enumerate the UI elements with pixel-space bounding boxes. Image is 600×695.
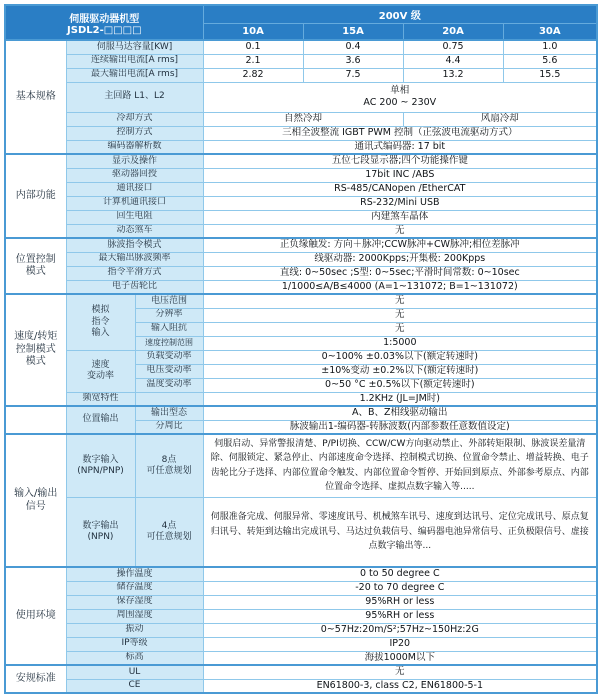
category-position-output-empty	[5, 406, 66, 434]
group-label-speed-variation	[66, 350, 135, 392]
row-label-max-current: 最大输出电流[A rms]	[66, 68, 203, 82]
value-max-pulse-freq: 线驱动器: 2000Kpps;开集极: 200Kpps	[203, 252, 597, 266]
value-smoothing: 直线: 0~50sec ;S型: 0~5sec;平滑时间常数: 0~10sec	[203, 266, 597, 280]
value-encoder: 通讯式编码器: 17 bit	[203, 140, 597, 154]
group-label-position-output: 位置输出	[66, 406, 135, 434]
row-label-voltage-range: 电压范围	[135, 294, 203, 308]
model-column-30A: 30A	[503, 23, 597, 40]
value-cooling-fan: 风扇冷却	[403, 112, 597, 126]
variation-label-line1: 速度	[91, 359, 110, 370]
value-capacity-20A: 0.75	[403, 40, 503, 54]
value-temp-variation: 0~50 °C ±0.5%以下(额定转速时)	[203, 378, 597, 392]
model-column-10A: 10A	[203, 23, 303, 40]
category-internal: 内部功能	[5, 154, 66, 238]
value-ip-rating: IP20	[203, 637, 597, 651]
value-capacity-15A: 0.4	[303, 40, 403, 54]
row-label-load-variation: 负载变动率	[135, 350, 203, 364]
digital-output-points-line1: 4点	[161, 520, 177, 531]
value-ce: EN61800-3, class C2, EN61800-5-1	[203, 679, 597, 693]
value-gear-ratio: 1/1000≤A/B≤4000 (A=1~131072; B=1~131072)	[203, 280, 597, 294]
category-io-signal	[5, 434, 66, 567]
value-input-impedance: 无	[203, 322, 597, 336]
category-position-line1: 位置控制	[15, 253, 56, 265]
row-label-gear-ratio: 电子齿轮比	[66, 280, 203, 294]
category-safety: 安规标准	[5, 665, 66, 693]
row-label-ip-rating: IP等级	[66, 637, 203, 651]
main-circuit-line1: 单相	[390, 85, 410, 97]
digital-input-points-line1: 8点	[161, 454, 177, 465]
category-environment: 使用环境	[5, 567, 66, 665]
value-cont-current-30A: 5.6	[503, 54, 597, 68]
value-altitude: 海拔1000M以下	[203, 651, 597, 665]
row-label-vibration: 振动	[66, 623, 203, 637]
model-header-line2: JSDL2-□□□□	[67, 24, 142, 36]
analog-label-line3: 输入	[91, 327, 110, 338]
model-header-cell	[5, 5, 203, 40]
row-label-speed-range: 速度控制范围	[135, 336, 203, 350]
value-comm-port: RS-485/CANopen /EtherCAT	[203, 182, 597, 196]
digital-output-points-line2: 可任意规划	[146, 531, 192, 542]
digital-output-label-line1: 数字输出	[82, 520, 119, 531]
value-voltage-variation: ±10%变动 ±0.2%以下(额定转速时)	[203, 364, 597, 378]
value-speed-range: 1:5000	[203, 336, 597, 350]
value-cont-current-20A: 4.4	[403, 54, 503, 68]
category-position-mode	[5, 238, 66, 294]
value-load-variation: 0~100% ±0.03%以下(额定转速时)	[203, 350, 597, 364]
row-label-altitude: 标高	[66, 651, 203, 665]
category-speed-line3: 模式	[25, 356, 46, 368]
digital-input-label-line1: 数字输入	[82, 454, 119, 465]
value-ul: 无	[203, 665, 597, 679]
value-max-current-30A: 15.5	[503, 68, 597, 82]
analog-label-line1: 模拟	[91, 305, 110, 316]
row-label-ul: UL	[66, 665, 203, 679]
digital-output-label-line2: (NPN)	[87, 531, 114, 542]
analog-label-line2: 指令	[91, 316, 110, 327]
value-display: 五位七段显示器;四个功能操作键	[203, 154, 597, 168]
value-regen: 内建煞车晶体	[203, 210, 597, 224]
row-label-pulse-mode: 脉波指令模式	[66, 238, 203, 252]
digital-input-points-line2: 可任意规划	[146, 465, 192, 476]
row-label-max-pulse-freq: 最大输出脉波频率	[66, 252, 203, 266]
category-basic: 基本规格	[5, 40, 66, 154]
row-label-pc-port: 计算机通讯接口	[66, 196, 203, 210]
category-speed-torque	[5, 294, 66, 406]
row-label-digital-output	[66, 497, 135, 567]
value-dynamic-brake: 无	[203, 224, 597, 238]
value-digital-input-functions: 伺服启动、异常警报清楚、P/PI切换、CCW/CW方向驱动禁止、外部转矩限制、脉波误差量清除、伺服锁定、紧急停止、内部速度命令选择、控制模式切换、位置命令禁止、增益转换、电子齿轮比分子选择、内部位置命令触发、内部位置命令暂停、开始回到原点、外部参考原点、内部位置命令选择、虚拟点数字输入等.....	[203, 434, 597, 497]
value-bandwidth: 1.2KHz (JL=JM时)	[203, 392, 597, 406]
row-label-cont-current: 连续输出电流[A rms]	[66, 54, 203, 68]
row-label-regen: 回生电阻	[66, 210, 203, 224]
value-pc-port: RS-232/Mini USB	[203, 196, 597, 210]
variation-label-line2: 变动率	[86, 371, 114, 381]
value-output-type: A、B、Z相线驱动输出	[203, 406, 597, 420]
value-max-current-15A: 7.5	[303, 68, 403, 82]
value-storage-humidity: 95%RH or less	[203, 595, 597, 609]
category-io-line1: 输入/输出	[14, 488, 58, 500]
row-label-ambient-humidity: 周围湿度	[66, 609, 203, 623]
category-speed-line1: 速度/转矩	[14, 331, 58, 343]
main-circuit-line2: AC 200 ~ 230V	[363, 97, 437, 108]
spec-table	[4, 4, 598, 694]
row-label-display: 显示及操作	[66, 154, 203, 168]
value-digital-output-functions: 伺服准备完成、伺服异常、零速度讯号、机械煞车讯号、速度到达讯号、定位完成讯号、原点复归讯号、转矩到达输出完成讯号、马达过负载信号、编码器电池异常信号、正负极限信号、虚接点数字输出等...	[203, 497, 597, 567]
row-label-dividing-ratio: 分周比	[135, 420, 203, 434]
value-max-current-10A: 2.82	[203, 68, 303, 82]
value-capacity-30A: 1.0	[503, 40, 597, 54]
value-op-temp: 0 to 50 degree C	[203, 567, 597, 581]
row-label-capacity: 伺服马达容量[KW]	[66, 40, 203, 54]
value-storage-temp: -20 to 70 degree C	[203, 581, 597, 595]
row-label-voltage-variation: 电压变动率	[135, 364, 203, 378]
value-ambient-humidity: 95%RH or less	[203, 609, 597, 623]
row-label-bandwidth: 频宽特性	[66, 392, 135, 406]
value-vibration: 0~57Hz:20m/S²;57Hz~150Hz:2G	[203, 623, 597, 637]
value-control-method: 三相全波整流 IGBT PWM 控制（正弦波电流驱动方式）	[203, 126, 597, 140]
digital-output-points	[135, 497, 203, 567]
model-column-20A: 20A	[403, 23, 503, 40]
category-position-line2: 模式	[25, 266, 46, 277]
value-cont-current-10A: 2.1	[203, 54, 303, 68]
value-resolution: 无	[203, 308, 597, 322]
value-feedback: 17bit INC /ABS	[203, 168, 597, 182]
voltage-class-header: 200V 级	[203, 5, 597, 23]
row-label-main-circuit: 主回路 L1、L2	[66, 82, 203, 112]
row-label-control-method: 控制方式	[66, 126, 203, 140]
row-label-dynamic-brake: 动态煞车	[66, 224, 203, 238]
row-label-digital-input	[66, 434, 135, 497]
value-main-circuit	[203, 82, 597, 112]
row-label-cooling: 冷却方式	[66, 112, 203, 126]
value-max-current-20A: 13.2	[403, 68, 503, 82]
bandwidth-spacer-cell	[135, 392, 203, 406]
row-label-input-impedance: 输入阻抗	[135, 322, 203, 336]
row-label-resolution: 分辨率	[135, 308, 203, 322]
row-label-output-type: 输出型态	[135, 406, 203, 420]
group-label-analog-input	[66, 294, 135, 350]
row-label-temp-variation: 温度变动率	[135, 378, 203, 392]
digital-input-label-line2: (NPN/PNP)	[77, 465, 124, 476]
row-label-storage-humidity: 保存湿度	[66, 595, 203, 609]
row-label-feedback: 驱动器回授	[66, 168, 203, 182]
row-label-comm-port: 通讯接口	[66, 182, 203, 196]
category-speed-line2: 控制模式	[15, 343, 56, 355]
digital-input-points	[135, 434, 203, 497]
value-voltage-range: 无	[203, 294, 597, 308]
row-label-storage-temp: 储存温度	[66, 581, 203, 595]
value-dividing-ratio: 脉波输出1-编码器-转脉波数(内部参数任意数值设定)	[203, 420, 597, 434]
model-column-15A: 15A	[303, 23, 403, 40]
value-capacity-10A: 0.1	[203, 40, 303, 54]
value-cont-current-15A: 3.6	[303, 54, 403, 68]
model-header-line1: 伺服驱动器机型	[69, 13, 140, 25]
row-label-ce: CE	[66, 679, 203, 693]
value-cooling-natural: 自然冷却	[203, 112, 403, 126]
value-pulse-mode: 正负缘触发: 方向＋脉冲;CCW脉冲+CW脉冲;相位差脉冲	[203, 238, 597, 252]
row-label-op-temp: 操作温度	[66, 567, 203, 581]
row-label-encoder: 编码器解析数	[66, 140, 203, 154]
row-label-smoothing: 指令平滑方式	[66, 266, 203, 280]
category-io-line2: 信号	[25, 500, 46, 512]
